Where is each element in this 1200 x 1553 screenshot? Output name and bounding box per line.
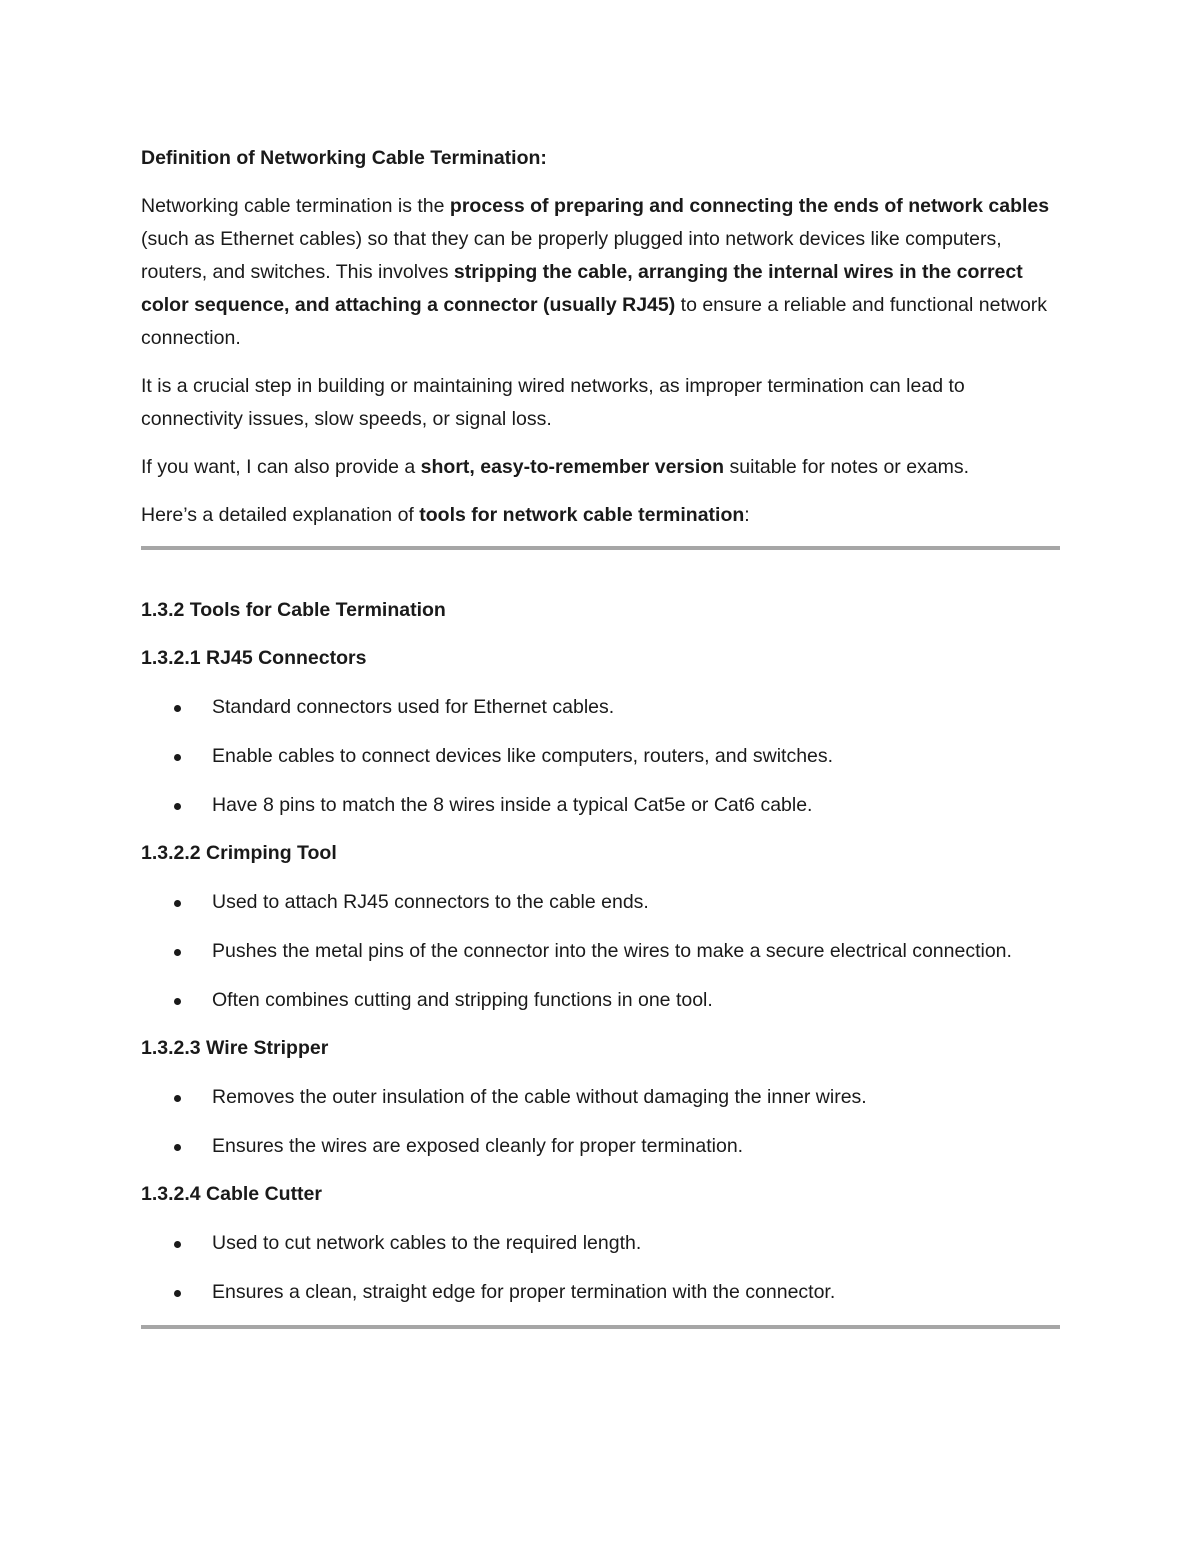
paragraph-text: Here’s a detailed explanation of	[141, 504, 420, 526]
paragraph-bold-text: process of preparing and connecting the ends of network cables	[449, 195, 1050, 217]
offer-paragraph	[141, 451, 1060, 484]
list-item-text: Often combines cutting and stripping functions in one tool.	[212, 989, 713, 1011]
list-item-text: Used to attach RJ45 connectors to the cable ends.	[212, 891, 649, 913]
list-item	[141, 1227, 1060, 1260]
bullet-icon	[174, 900, 181, 907]
list-item	[141, 935, 1060, 968]
intro-paragraph	[141, 499, 1060, 532]
list-item	[141, 886, 1060, 919]
bullet-icon	[174, 1241, 181, 1248]
list-item	[141, 1276, 1060, 1309]
bullet-icon	[174, 949, 181, 956]
list-item-text: Have 8 pins to match the 8 wires inside a typical Cat5e or Cat6 cable.	[212, 794, 813, 816]
list-item-text: Enable cables to connect devices like computers, routers, and switches.	[212, 745, 834, 767]
subsection-title-rj45-connectors: 1.3.2.1 RJ45 Connectors	[141, 647, 367, 669]
bullet-list	[141, 691, 1060, 822]
importance-paragraph: It is a crucial step in building or maintaining wired networks, as improper termination can lead to connectivity issues, slow speeds, or signal loss.	[141, 375, 965, 430]
list-item-text: Ensures a clean, straight edge for proper termination with the connector.	[212, 1281, 836, 1303]
bullet-icon	[174, 803, 181, 810]
list-item	[141, 691, 1060, 724]
bullet-icon	[174, 1290, 181, 1297]
subsection-title-crimping-tool: 1.3.2.2 Crimping Tool	[141, 842, 337, 864]
bullet-list	[141, 1227, 1060, 1309]
list-item	[141, 984, 1060, 1017]
bullet-list	[141, 1081, 1060, 1163]
list-item	[141, 740, 1060, 773]
subsection-title-cable-cutter: 1.3.2.4 Cable Cutter	[141, 1183, 322, 1205]
definition-title: Definition of Networking Cable Termination:	[141, 147, 547, 169]
list-item-text: Used to cut network cables to the required length.	[212, 1232, 642, 1254]
bullet-icon	[174, 705, 181, 712]
horizontal-divider	[141, 1325, 1060, 1329]
paragraph-text: suitable for notes or exams.	[724, 456, 970, 478]
list-item	[141, 789, 1060, 822]
definition-paragraph	[141, 190, 1060, 355]
list-item-text: Removes the outer insulation of the cable without damaging the inner wires.	[212, 1086, 867, 1108]
horizontal-divider	[141, 546, 1060, 550]
bullet-list	[141, 886, 1060, 1017]
paragraph-text: to ensure a reliable and functional network connection.	[141, 294, 1048, 349]
paragraph-text: If you want, I can also provide a	[141, 456, 421, 478]
paragraph-bold-text: stripping the cable, arranging the internal wires in the correct color sequence, and attaching a connector (usually RJ45)	[141, 261, 1023, 316]
paragraph-bold-text: short, easy-to-remember version	[420, 456, 725, 478]
bullet-icon	[174, 1144, 181, 1151]
list-item	[141, 1081, 1060, 1114]
paragraph-text: (such as Ethernet cables) so that they can be properly plugged into network devices like computers, routers, and switches. This involves	[141, 228, 1002, 283]
bullet-icon	[174, 754, 181, 761]
paragraph-text: :	[744, 504, 750, 526]
bullet-icon	[174, 998, 181, 1005]
list-item-text: Pushes the metal pins of the connector into the wires to make a secure electrical connection.	[212, 940, 1012, 962]
subsection-title-wire-stripper: 1.3.2.3 Wire Stripper	[141, 1037, 329, 1059]
paragraph-bold-text: tools for network cable termination	[419, 504, 745, 526]
paragraph-text: Networking cable termination is the	[141, 195, 450, 217]
list-item	[141, 1130, 1060, 1163]
list-item-text: Standard connectors used for Ethernet cables.	[212, 696, 615, 718]
list-item-text: Ensures the wires are exposed cleanly for proper termination.	[212, 1135, 744, 1157]
section-title: 1.3.2 Tools for Cable Termination	[141, 599, 446, 621]
bullet-icon	[174, 1095, 181, 1102]
